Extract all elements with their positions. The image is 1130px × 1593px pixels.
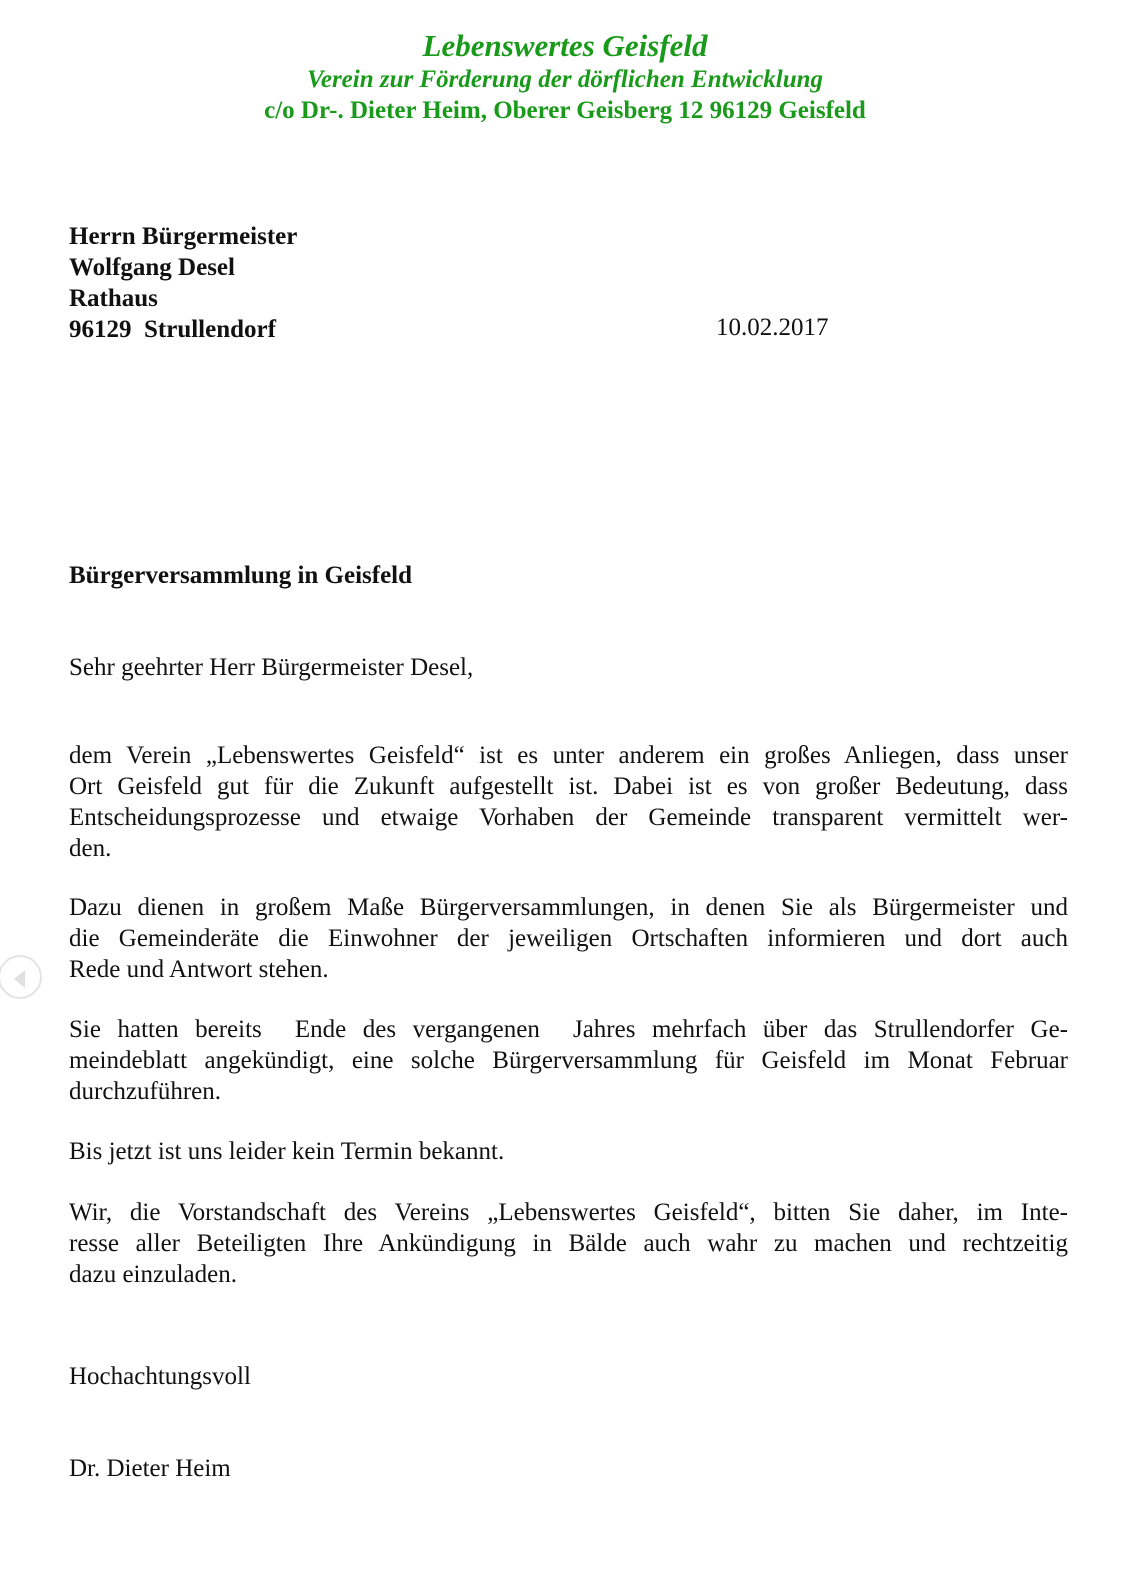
body-paragraph: [69, 740, 1068, 864]
chevron-left-icon: [8, 967, 32, 991]
body-line: Ort Geisfeld gut für die Zukunft aufgestellt ist. Dabei ist es von großer Bedeutung, dass: [69, 773, 1068, 800]
letterhead-address: c/o Dr-. Dieter Heim, Oberer Geisberg 12 96129 Geisfeld: [264, 97, 866, 124]
letter-subject: Bürgerversammlung in Geisfeld: [69, 562, 413, 589]
letter-date: 10.02.2017: [716, 314, 829, 341]
body-line: Wir, die Vorstandschaft des Vereins „Lebenswertes Geisfeld“, bitten Sie daher, im Inte-: [69, 1199, 1068, 1226]
body-line: resse aller Beteiligten Ihre Ankündigung in Bälde auch wahr zu machen und rechtzeitig: [69, 1230, 1068, 1257]
recipient-line: Wolfgang Desel: [69, 254, 235, 281]
letterhead-subtitle: Verein zur Förderung der dörflichen Entwicklung: [306, 66, 824, 93]
recipient-line: Rathaus: [69, 285, 158, 312]
body-line: meindeblatt angekündigt, eine solche Bürgerversammlung für Geisfeld im Monat Februar: [69, 1047, 1068, 1074]
body-line: Sie hatten bereits Ende des vergangenen Jahres mehrfach über das Strullendorfer Ge-: [69, 1016, 1068, 1043]
body-line: den.: [69, 835, 112, 862]
body-line: die Gemeinderäte die Einwohner der jeweiligen Ortschaften informieren und dort auch: [69, 925, 1068, 952]
previous-page-button[interactable]: [0, 955, 42, 999]
salutation: Sehr geehrter Herr Bürgermeister Desel,: [69, 654, 474, 681]
body-line: Dazu dienen in großem Maße Bürgerversammlungen, in denen Sie als Bürgermeister und: [69, 894, 1068, 921]
body-line: dem Verein „Lebenswertes Geisfeld“ ist es unter anderem ein großes Anliegen, dass unser: [69, 742, 1068, 769]
body-line: Bis jetzt ist uns leider kein Termin bekannt.: [69, 1138, 505, 1165]
recipient-address: [69, 221, 297, 345]
body-paragraph: [69, 892, 1068, 985]
letterhead-title: Lebenswertes Geisfeld: [422, 28, 708, 63]
recipient-line: 96129 Strullendorf: [69, 316, 276, 343]
signature-name: Dr. Dieter Heim: [69, 1455, 231, 1482]
body-paragraph: [69, 1136, 1068, 1167]
body-paragraph: [69, 1014, 1068, 1107]
body-line: durchzuführen.: [69, 1078, 222, 1105]
recipient-line: Herrn Bürgermeister: [69, 223, 298, 250]
body-line: Rede und Antwort stehen.: [69, 956, 329, 983]
closing: Hochachtungsvoll: [69, 1363, 251, 1390]
body-line: Entscheidungsprozesse und etwaige Vorhaben der Gemeinde transparent vermittelt wer-: [69, 804, 1068, 831]
body-paragraph: [69, 1197, 1068, 1290]
body-line: dazu einzuladen.: [69, 1261, 237, 1288]
